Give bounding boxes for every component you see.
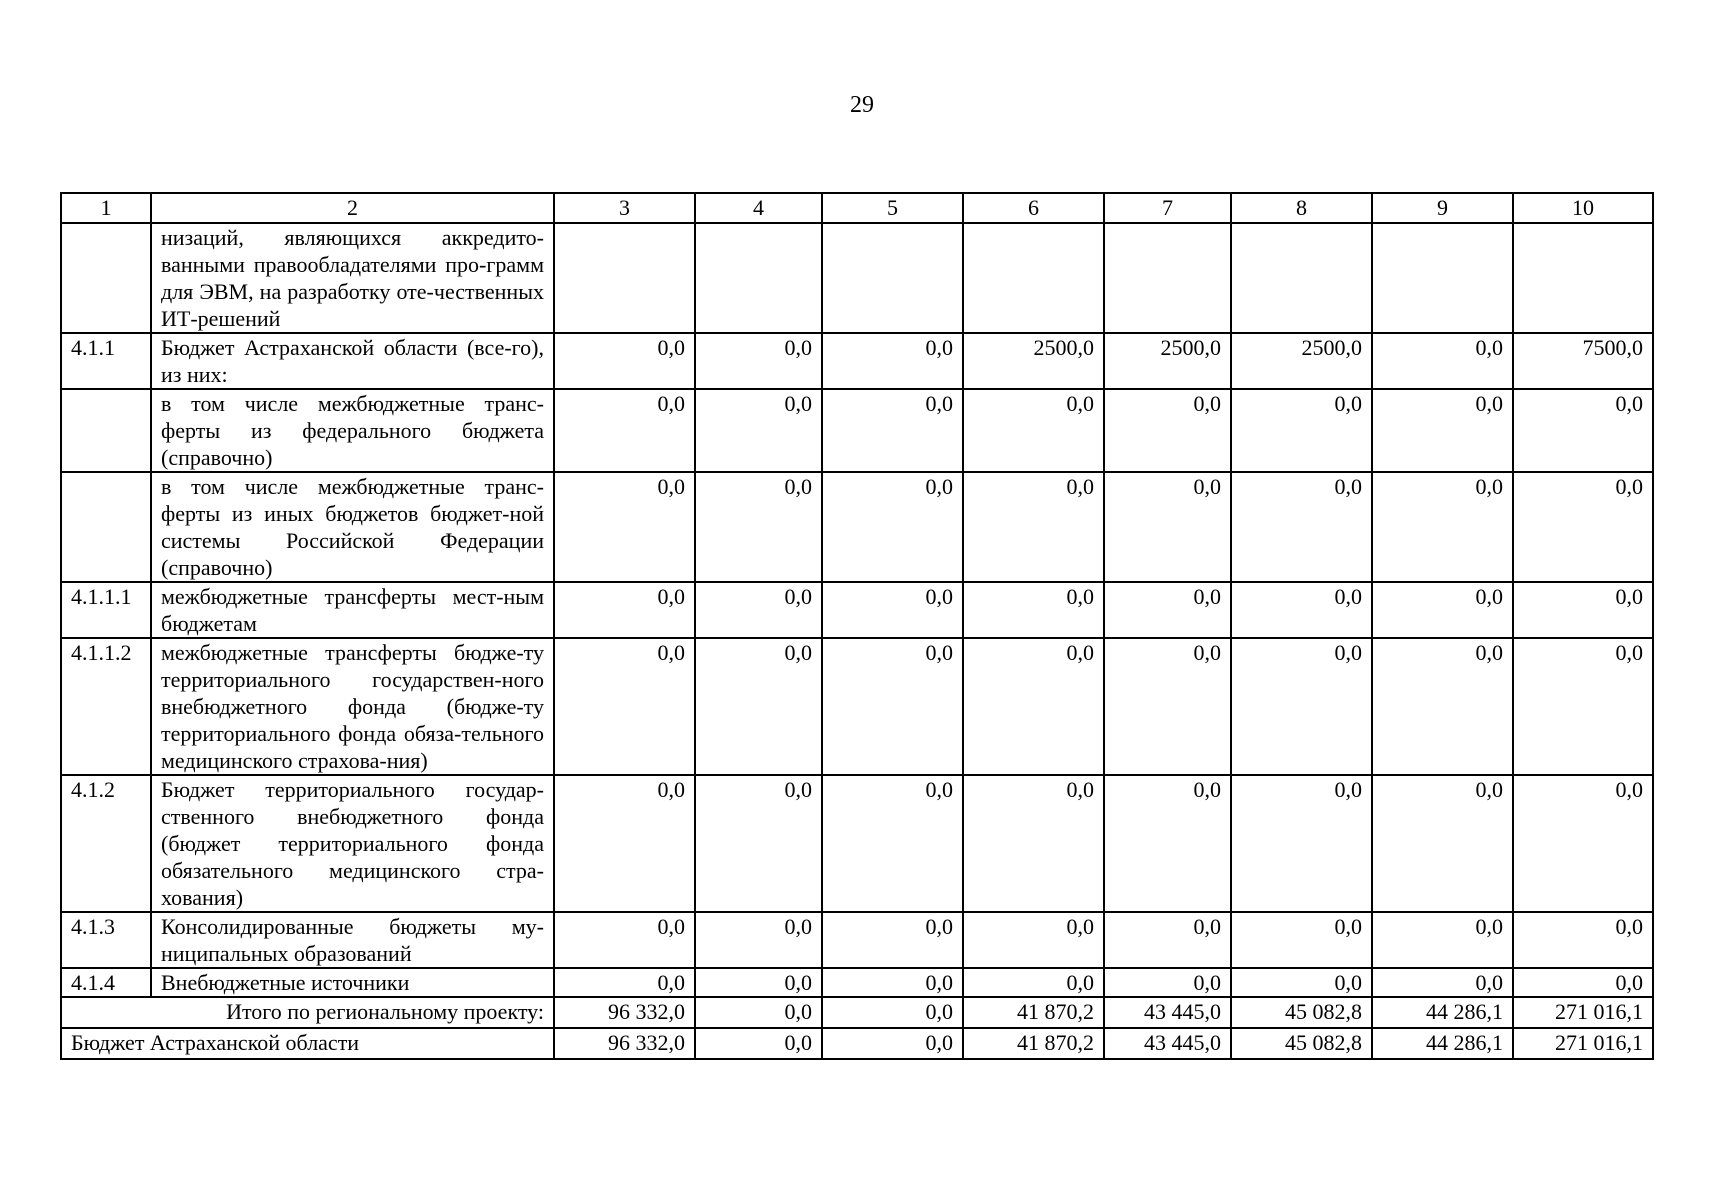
row-code: 4.1.1.2 [61,638,151,775]
row-value: 0,0 [695,389,822,472]
row-value [1372,223,1513,333]
total-value: 0,0 [695,997,822,1028]
row-value: 0,0 [822,638,963,775]
row-value: 0,0 [554,389,695,472]
row-value: 0,0 [695,775,822,912]
row-value: 2500,0 [963,333,1104,389]
column-header: 3 [554,193,695,223]
total-value: 271 016,1 [1513,997,1653,1028]
row-value: 0,0 [963,775,1104,912]
column-header: 1 [61,193,151,223]
row-value: 0,0 [822,912,963,968]
row-value: 0,0 [822,582,963,638]
row-value [1231,223,1372,333]
row-code [61,389,151,472]
budget-value: 45 082,8 [1231,1028,1372,1059]
row-value [963,223,1104,333]
row-description: в том числе межбюджетные транс-ферты из иных бюджетов бюджет-ной системы Российской Федерации (справочно) [151,472,554,582]
row-value: 0,0 [1513,912,1653,968]
table-row [61,582,1653,638]
budget-table [60,192,1654,1060]
row-value: 0,0 [554,582,695,638]
row-value: 0,0 [963,968,1104,997]
row-value: 0,0 [1104,472,1231,582]
row-value: 0,0 [1372,638,1513,775]
row-value: 0,0 [695,968,822,997]
row-value: 0,0 [1104,968,1231,997]
table-row [61,912,1653,968]
row-value: 0,0 [1231,968,1372,997]
page-number: 29 [850,92,874,118]
row-value: 0,0 [1372,775,1513,912]
row-description: в том числе межбюджетные транс-ферты из федерального бюджета (справочно) [151,389,554,472]
row-value: 0,0 [1372,582,1513,638]
row-value: 7500,0 [1513,333,1653,389]
row-value: 0,0 [1231,912,1372,968]
table-row [61,333,1653,389]
total-value: 43 445,0 [1104,997,1231,1028]
row-code: 4.1.2 [61,775,151,912]
row-description: Внебюджетные источники [151,968,554,997]
column-header: 2 [151,193,554,223]
table-row [61,472,1653,582]
row-value: 2500,0 [1104,333,1231,389]
total-value: 45 082,8 [1231,997,1372,1028]
total-row [61,997,1653,1028]
column-header: 4 [695,193,822,223]
column-header: 8 [1231,193,1372,223]
table-row [61,389,1653,472]
budget-value: 0,0 [695,1028,822,1059]
total-value: 44 286,1 [1372,997,1513,1028]
budget-row [61,1028,1653,1059]
column-header: 10 [1513,193,1653,223]
table-body [61,223,1653,997]
row-code: 4.1.4 [61,968,151,997]
row-value: 0,0 [1231,389,1372,472]
table-row [61,775,1653,912]
row-value: 0,0 [822,472,963,582]
table-row [61,968,1653,997]
row-value: 0,0 [1372,389,1513,472]
row-value: 0,0 [963,638,1104,775]
row-code: 4.1.3 [61,912,151,968]
row-value [1513,223,1653,333]
row-value: 0,0 [1513,582,1653,638]
column-header: 6 [963,193,1104,223]
budget-value: 44 286,1 [1372,1028,1513,1059]
row-value: 0,0 [554,333,695,389]
row-value: 0,0 [1104,582,1231,638]
row-value: 0,0 [554,968,695,997]
row-value: 0,0 [1372,472,1513,582]
column-header-row [61,193,1653,223]
budget-value: 0,0 [822,1028,963,1059]
row-description: межбюджетные трансферты мест-ным бюджетам [151,582,554,638]
row-value: 0,0 [1231,638,1372,775]
total-label: Итого по региональному проекту: [61,997,554,1028]
total-value: 96 332,0 [554,997,695,1028]
row-value: 0,0 [822,333,963,389]
row-value: 0,0 [963,472,1104,582]
row-value: 0,0 [1104,912,1231,968]
row-value: 0,0 [1513,638,1653,775]
row-value: 0,0 [695,638,822,775]
row-value: 0,0 [554,472,695,582]
row-description: Бюджет территориального государ-ственного внебюджетного фонда (бюджет территориального фонда обязательного медицинского стра-хования) [151,775,554,912]
row-value [1104,223,1231,333]
row-value: 0,0 [554,775,695,912]
total-value: 41 870,2 [963,997,1104,1028]
budget-label: Бюджет Астраханской области [61,1028,554,1059]
row-value: 0,0 [695,582,822,638]
row-code: 4.1.1.1 [61,582,151,638]
column-header: 5 [822,193,963,223]
budget-value: 271 016,1 [1513,1028,1653,1059]
row-value: 0,0 [554,912,695,968]
row-value: 0,0 [1513,968,1653,997]
row-description: Консолидированные бюджеты му-ниципальных образований [151,912,554,968]
column-header: 7 [1104,193,1231,223]
row-value: 0,0 [963,912,1104,968]
row-code [61,223,151,333]
total-value: 0,0 [822,997,963,1028]
row-value: 0,0 [1372,333,1513,389]
budget-value: 43 445,0 [1104,1028,1231,1059]
row-value: 0,0 [1513,472,1653,582]
row-value: 0,0 [963,389,1104,472]
row-value: 0,0 [695,472,822,582]
row-value: 0,0 [1104,389,1231,472]
row-value: 0,0 [695,912,822,968]
row-description: низаций, являющихся аккредито-ванными правообладателями про-грамм для ЭВМ, на разработку оте-чественных ИТ-решений [151,223,554,333]
row-value: 0,0 [554,638,695,775]
row-value: 0,0 [1104,638,1231,775]
row-description: межбюджетные трансферты бюдже-ту территориального государствен-ного внебюджетного фонда (бюдже-ту территориального фонда обяза-тельного медицинского страхова-ния) [151,638,554,775]
row-value: 0,0 [1372,912,1513,968]
row-value: 2500,0 [1231,333,1372,389]
row-value: 0,0 [1231,472,1372,582]
row-value [695,223,822,333]
row-value: 0,0 [1372,968,1513,997]
row-description: Бюджет Астраханской области (все-го), из них: [151,333,554,389]
column-header: 9 [1372,193,1513,223]
row-value [554,223,695,333]
row-value: 0,0 [1513,389,1653,472]
row-value [822,223,963,333]
row-value: 0,0 [1104,775,1231,912]
table-row [61,638,1653,775]
row-value: 0,0 [1231,582,1372,638]
row-value: 0,0 [695,333,822,389]
row-code [61,472,151,582]
budget-value: 96 332,0 [554,1028,695,1059]
row-value: 0,0 [1513,775,1653,912]
row-code: 4.1.1 [61,333,151,389]
row-value: 0,0 [1231,775,1372,912]
row-value: 0,0 [822,775,963,912]
row-value: 0,0 [822,389,963,472]
budget-value: 41 870,2 [963,1028,1104,1059]
row-value: 0,0 [822,968,963,997]
table-row [61,223,1653,333]
row-value: 0,0 [963,582,1104,638]
